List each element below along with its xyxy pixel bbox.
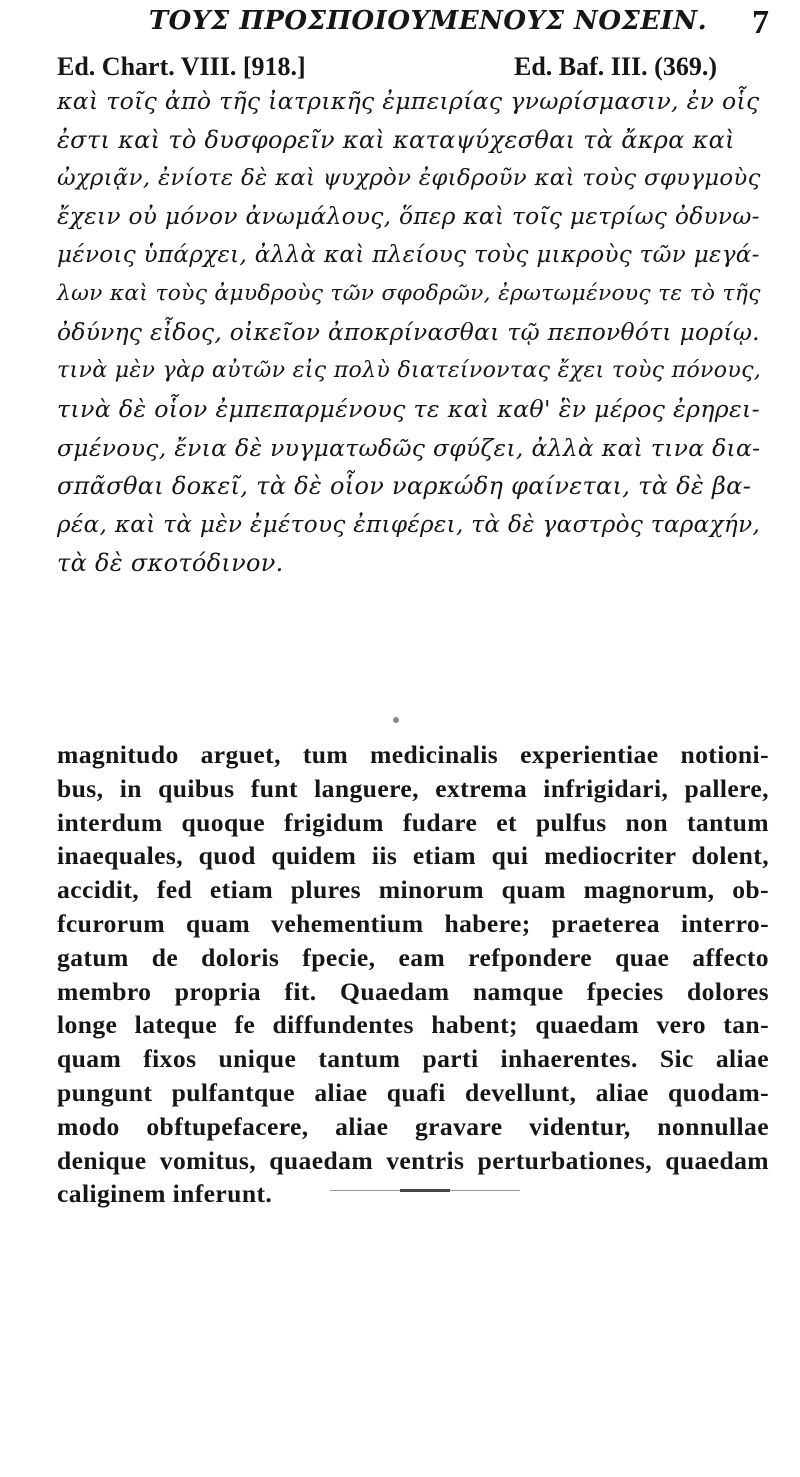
- greek-line: σμένους, ἔνια δὲ νυγματωδῶς σφύζει, ἀλλὰ καὶ τινα δια-: [57, 433, 761, 462]
- latin-line: caliginem inferunt.: [57, 1179, 273, 1209]
- latin-line: accidit, fed etiam plures minorum quam magnorum, ob-: [57, 875, 769, 905]
- greek-line: καὶ τοῖς ἀπὸ τῆς ἰατρικῆς ἐμπειρίας γνωρίσμασιν, ἐν οἷς: [57, 87, 760, 115]
- latin-line: bus, in quibus funt languere, extrema infrigidari, pallere,: [57, 773, 769, 803]
- latin-line: gatum de doloris fpecie, eam refpondere quae affecto: [57, 942, 769, 972]
- latin-line: membro propria fit. Quaedam namque fpecies dolores: [57, 976, 769, 1006]
- greek-line: λων καὶ τοὺς ἀμυδροὺς τῶν σφοδρῶν, ἐρωτωμένους τε τὸ τῆς: [57, 280, 761, 306]
- latin-line: modo obftupefacere, aliae gravare videntur, nonnullae: [57, 1111, 769, 1141]
- latin-text-block: [57, 738, 769, 1211]
- latin-line: longe lateque fe diffundentes habent; quaedam vero tan-: [57, 1010, 769, 1040]
- greek-line: τινὰ μὲν γὰρ αὐτῶν εἰς πολὺ διατείνοντας ἔχει τοὺς πόνους,: [57, 357, 762, 383]
- paragraph-divider-mark: [393, 717, 399, 723]
- greek-line: σπᾶσθαι δοκεῖ, τὰ δὲ οἷον ναρκώδη φαίνεται, τὰ δὲ βα-: [57, 472, 752, 500]
- greek-line: ἐστι καὶ τὸ δυσφορεῖν καὶ καταψύχεσθαι τὰ ἄκρα καὶ: [57, 125, 735, 154]
- latin-line: interdum quoque frigidum fudare et pulfus non tantum: [57, 807, 769, 837]
- latin-line: inaequales, quod quidem iis etiam qui mediocriter dolent,: [57, 841, 769, 871]
- greek-line: ἔχειν οὐ μόνον ἀνωμάλους, ὅπερ καὶ τοῖς μετρίως ὀδυνω-: [57, 202, 760, 230]
- greek-line: τινὰ δὲ οἷον ἐμπεπαρμένους τε καὶ καθ' ἓν μέρος ἐρηρει-: [57, 395, 760, 423]
- greek-line: ὀδύνης εἶδος, οἰκεῖον ἀποκρίνασθαι τῷ πεπονθότι μορίῳ.: [57, 318, 760, 346]
- running-head: ΤΟΥΣ ΠΡΟΣΠΟΙΟΥΜΕΝΟΥΣ ΝΟΣΕΙΝ.: [148, 6, 708, 36]
- latin-line: fcurorum quam vehementium habere; praeterea interro-: [57, 908, 769, 938]
- latin-line: magnitudo arguet, tum medicinalis experientiae notioni-: [57, 740, 769, 769]
- greek-line: ρέα, καὶ τὰ μὲν ἐμέτους ἐπιφέρει, τὰ δὲ γαστρὸς ταραχήν,: [57, 511, 761, 538]
- rule-ornament: [400, 1189, 450, 1192]
- greek-line: ὠχριᾷν, ἐνίοτε δὲ καὶ ψυχρὸν ἐφιδροῦν καὶ τοὺς σφυγμοὺς: [57, 165, 761, 191]
- latin-line: denique vomitus, quaedam ventris perturbationes, quaedam: [57, 1145, 769, 1175]
- edition-reference-right: Ed. Baf. III. (369.): [514, 52, 717, 81]
- greek-line: τὰ δὲ σκοτόδινον.: [57, 549, 284, 577]
- section-end-rule: [330, 1189, 520, 1193]
- greek-line: μένοις ὑπάρχει, ἀλλὰ καὶ πλείους τοὺς μικροὺς τῶν μεγά-: [57, 242, 760, 268]
- edition-reference-left: Ed. Chart. VIII. [918.]: [57, 52, 306, 81]
- greek-text-block: [57, 82, 767, 583]
- page-number: 7: [752, 4, 769, 41]
- latin-line: pungunt pulfantque aliae quafi devellunt, aliae quodam-: [57, 1077, 769, 1107]
- latin-line: quam fixos unique tantum parti inhaerentes. Sic aliae: [57, 1044, 769, 1074]
